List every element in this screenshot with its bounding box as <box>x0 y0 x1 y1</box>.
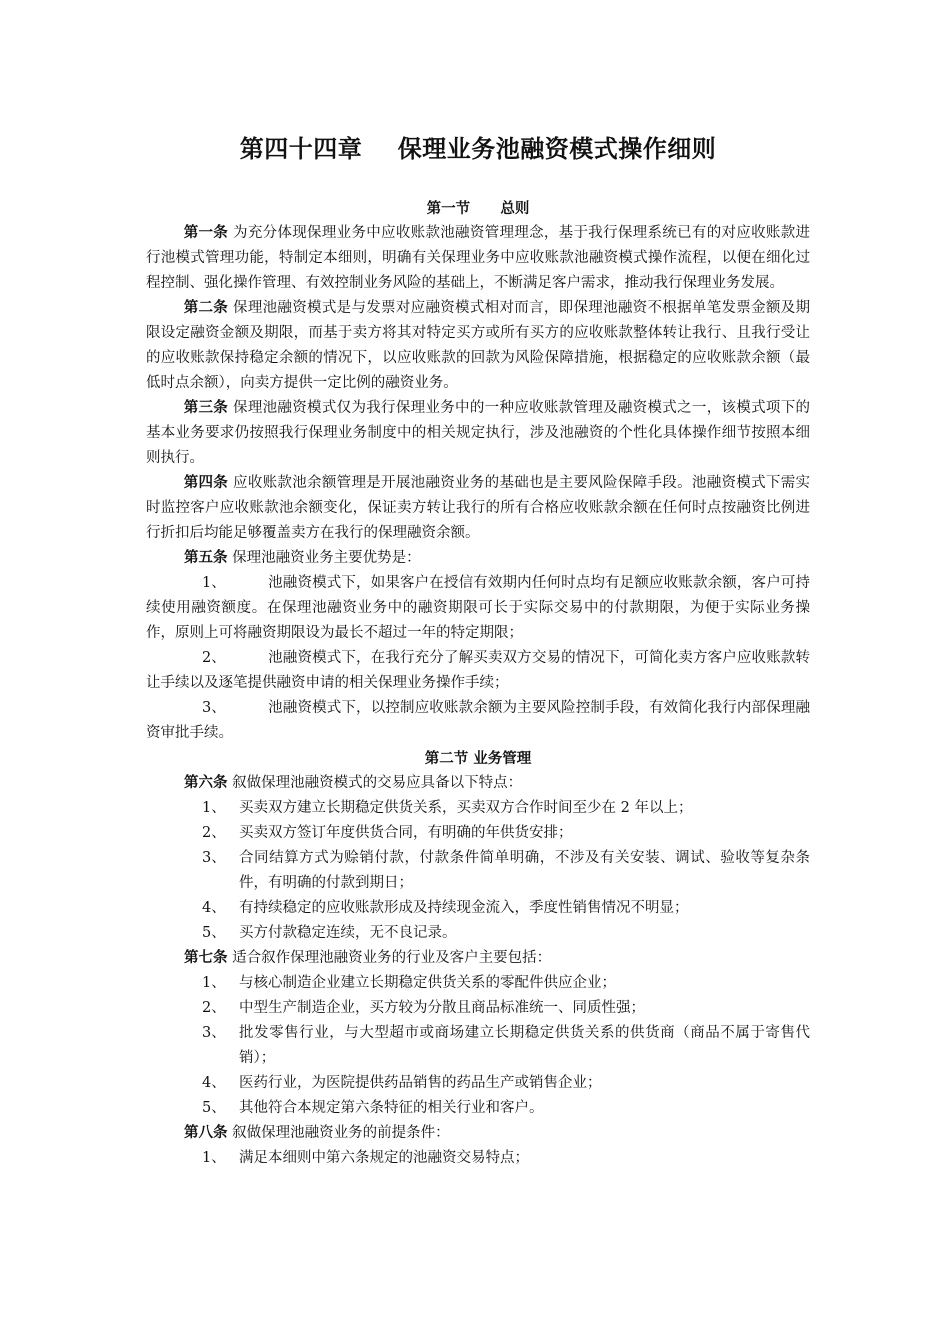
list-item <box>146 821 810 846</box>
list-item-text: 与核心制造企业建立长期稳定供货关系的零配件供应企业； <box>239 975 616 991</box>
list-item-number: 1、 <box>202 800 226 816</box>
article-6-label: 第六条 <box>184 775 228 791</box>
list-item-text: 买卖双方建立长期稳定供货关系，买卖双方合作时间至少在 2 年以上； <box>239 800 693 816</box>
article-1-text: 为充分体现保理业务中应收账款池融资管理理念，基于我行保理系统已有的对应收账款进行池模式管理功能，特制定本细则，明确有关保理业务中应收账款池融资模式操作流程，以便在细化过程控制、强化操作管理、有效控制业务风险的基础上，不断满足客户需求，推动我行保理业务发展。 <box>146 225 811 291</box>
article-2 <box>146 296 810 396</box>
list-item-number: 1、 <box>202 975 226 991</box>
list-item <box>146 696 810 746</box>
article-3 <box>146 396 810 471</box>
list-item-text: 医药行业，为医院提供药品销售的药品生产或销售企业； <box>239 1075 602 1091</box>
article-3-text: 保理池融资模式仅为我行保理业务中的一种应收账款管理及融资模式之一，该模式项下的基本业务要求仍按照我行保理业务制度中的相关规定执行，涉及池融资的个性化具体操作细节按照本细则执行。 <box>146 400 811 466</box>
list-item-text: 批发零售行业，与大型超市或商场建立长期稳定供货关系的供货商（商品不属于寄售代销）； <box>239 1025 810 1066</box>
list-item <box>146 796 810 821</box>
list-item <box>146 971 810 996</box>
list-item-number: 5、 <box>202 925 226 941</box>
list-item-number: 1、 <box>202 575 226 591</box>
article-2-text: 保理池融资模式是与发票对应融资模式相对而言，即保理池融资不根据单笔发票金额及期限设定融资金额及期限，而基于卖方将其对特定买方或所有买方的应收账款整体转让我行、且我行受让的应收账款保持稳定余额的情况下，以应收账款的回款为风险保障措施，根据稳定的应收账款余额（最低时点余额），向卖方提供一定比例的融资业务。 <box>146 300 811 391</box>
article-3-label: 第三条 <box>183 400 229 416</box>
article-8-text: 叙做保理池融资业务的前提条件： <box>227 1125 450 1141</box>
list-item <box>146 996 810 1021</box>
list-item-number: 5、 <box>202 1100 226 1116</box>
list-item <box>146 571 810 646</box>
article-6-text: 叙做保理池融资模式的交易应具备以下特点： <box>227 775 523 791</box>
article-1 <box>146 221 810 296</box>
list-item-number: 2、 <box>202 650 226 666</box>
list-item-text: 买方付款稳定连续，无不良记录。 <box>239 925 457 941</box>
list-item-text: 池融资模式下，在我行充分了解买卖双方交易的情况下，可简化卖方客户应收账款转让手续以及逐笔提供融资申请的相关保理业务操作手续； <box>146 650 810 691</box>
list-item-number: 3、 <box>202 700 226 716</box>
article-2-label: 第二条 <box>183 300 229 316</box>
list-item-text: 池融资模式下，以控制应收账款余额为主要风险控制手段，有效简化我行内部保理融资审批手续。 <box>146 700 810 741</box>
article-4 <box>146 471 810 546</box>
article-1-label: 第一条 <box>183 225 229 241</box>
list-item-number: 4、 <box>202 900 226 916</box>
article-4-label: 第四条 <box>183 475 229 491</box>
article-6 <box>146 771 810 796</box>
list-item <box>146 921 810 946</box>
article-8-label: 第八条 <box>184 1125 228 1141</box>
list-item-number: 3、 <box>202 850 226 866</box>
list-item-text: 满足本细则中第六条规定的池融资交易特点； <box>239 1150 529 1166</box>
list-item-number: 4、 <box>202 1075 226 1091</box>
list-item <box>146 1146 810 1171</box>
list-item-number: 2、 <box>202 825 226 841</box>
list-item-text: 其他符合本规定第六条特征的相关行业和客户。 <box>239 1100 544 1116</box>
list-item-number: 3、 <box>202 1025 226 1041</box>
list-item-number: 1、 <box>202 1150 226 1166</box>
list-item-text: 合同结算方式为赊销付款，付款条件简单明确，不涉及有关安装、调试、验收等复杂条件，有明确的付款到期日； <box>239 850 810 891</box>
article-7-label: 第七条 <box>184 950 228 966</box>
article-7-text: 适合叙作保理池融资业务的行业及客户主要包括： <box>227 950 552 966</box>
list-item-text: 买卖双方签订年度供货合同，有明确的年供货安排； <box>239 825 573 841</box>
article-5-text: 保理池融资业务主要优势是： <box>227 550 421 566</box>
list-item <box>146 1021 810 1071</box>
list-item-number: 2、 <box>202 1000 226 1016</box>
article-5-label: 第五条 <box>184 550 228 566</box>
article-7 <box>146 946 810 971</box>
chapter-title: 第四十四章 保理业务池融资模式操作细则 <box>239 135 717 163</box>
list-item-text: 池融资模式下，如果客户在授信有效期内任何时点均有足额应收账款余额，客户可持续使用融资额度。在保理池融资业务中的融资期限可长于实际交易中的付款期限，为便于实际业务操作，原则上可将融资期限设为最长不超过一年的特定期限； <box>146 575 810 641</box>
list-item <box>146 846 810 896</box>
list-item <box>146 646 810 696</box>
section-heading-1: 第一节 总则 <box>426 200 530 217</box>
article-5 <box>146 546 810 571</box>
section-heading-2: 第二节 业务管理 <box>424 750 532 767</box>
article-4-text: 应收账款池余额管理是开展池融资业务的基础也是主要风险保障手段。池融资模式下需实时监控客户应收账款池余额变化，保证卖方转让我行的所有合格应收账款余额在任何时点按融资比例进行折扣后均能足够覆盖卖方在我行的保理融资余额。 <box>146 475 811 541</box>
list-item <box>146 1071 810 1096</box>
article-8 <box>146 1121 810 1146</box>
list-item-text: 中型生产制造企业，买方较为分散且商品标准统一、同质性强； <box>239 1000 645 1016</box>
list-item <box>146 1096 810 1121</box>
list-item-text: 有持续稳定的应收账款形成及持续现金流入，季度性销售情况不明显； <box>239 900 689 916</box>
document-body <box>146 132 810 1171</box>
list-item <box>146 896 810 921</box>
